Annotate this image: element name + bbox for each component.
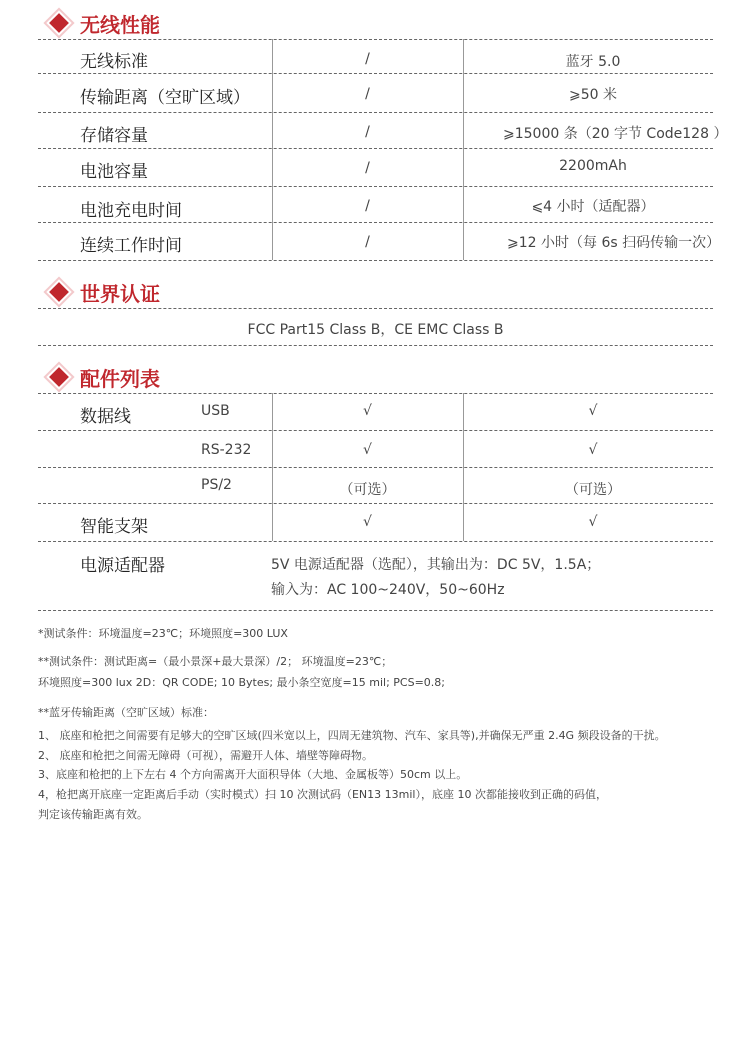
note-item: 判定该传输距离有效。 [38, 808, 148, 821]
divider [38, 222, 713, 223]
divider [38, 73, 713, 74]
divider [38, 345, 713, 346]
row-value-col3: √ [588, 514, 598, 530]
row-value-col3: ⩾15000 条（20 字节 Code128 ） [503, 126, 728, 142]
row-value-col3: ⩾50 米 [569, 87, 617, 103]
row-label: 连续工作时间 [80, 236, 182, 256]
note-test-condition-2: **测试条件：测试距离=（最小景深+最大景深）/2； 环境温度=23℃； [38, 655, 393, 668]
section-header-wireless [46, 8, 160, 38]
section-title: 配件列表 [80, 366, 160, 391]
divider [38, 503, 713, 504]
row-value-col2: / [365, 160, 370, 176]
row-value-col3: √ [588, 442, 598, 458]
row-label: 无线标准 [80, 52, 148, 72]
row-value-col3: 2200mAh [559, 158, 627, 174]
divider [38, 39, 713, 40]
row-value-col2: / [365, 124, 370, 140]
divider [38, 186, 713, 187]
row-value-col2: √ [363, 514, 372, 530]
row-value-col2: / [365, 86, 370, 102]
row-value-col3: ⩾12 小时（每 6s 扫码传输一次） [507, 235, 721, 251]
note-item: 4，枪把离开底座一定距离后手动（实时模式）扫 10 次测试码（EN13 13mil），底座 10 次都能接收到正确的码值， [38, 788, 607, 801]
row-label: 传输距离（空旷区域） [80, 88, 250, 108]
section-header-accessories [46, 362, 160, 392]
cable-type: USB [201, 403, 230, 419]
note-bluetooth-title: **蓝牙传输距离（空旷区域）标准： [38, 706, 214, 719]
cable-type: PS/2 [201, 477, 232, 493]
row-value-col2: / [365, 198, 370, 214]
note-item: 2、 底座和枪把之间需无障碍（可视），需避开人体、墙壁等障碍物。 [38, 749, 373, 762]
note-item: 3、底座和枪把的上下左右 4 个方向需离开大面积导体（大地、金属板等）50cm 以上。 [38, 768, 468, 781]
adapter-line-1: 5V 电源适配器（选配），其输出为：DC 5V，1.5A； [271, 557, 601, 573]
divider [38, 610, 713, 611]
note-test-condition: *测试条件：环境温度=23℃；环境照度=300 LUX [38, 627, 288, 640]
divider [38, 541, 713, 542]
diamond-icon [49, 282, 69, 302]
row-value-col3: 蓝牙 5.0 [565, 54, 621, 70]
row-value-col2: √ [363, 403, 372, 419]
row-value-col3: ⩽4 小时（适配器） [531, 199, 655, 215]
row-label: 电池容量 [80, 162, 148, 182]
adapter-line-2: 输入为：AC 100~240V，50~60Hz [271, 582, 505, 598]
row-value-col2: / [365, 234, 370, 250]
section-title: 世界认证 [80, 281, 160, 306]
divider [38, 393, 713, 394]
row-value-col3: √ [588, 403, 598, 419]
adapter-label: 电源适配器 [80, 556, 165, 576]
section-title: 无线性能 [80, 12, 160, 37]
row-value-col3: （可选） [565, 482, 621, 498]
cert-text: FCC Part15 Class B，CE EMC Class B [247, 322, 504, 338]
stand-label: 智能支架 [80, 517, 148, 537]
divider [38, 112, 713, 113]
divider [38, 430, 713, 431]
divider [38, 260, 713, 261]
note-item: 1、 底座和枪把之间需要有足够大的空旷区域(四米宽以上，四周无建筑物、汽车、家具等),并确保无严重 2.4G 频段设备的干扰。 [38, 729, 666, 742]
row-label: 存储容量 [80, 126, 148, 146]
cable-label: 数据线 [80, 407, 131, 427]
cable-type: RS-232 [201, 442, 252, 458]
divider [38, 148, 713, 149]
row-value-col2: / [365, 51, 370, 67]
divider [38, 467, 713, 468]
diamond-icon [49, 13, 69, 33]
row-label: 电池充电时间 [80, 201, 182, 221]
row-value-col2: （可选） [339, 482, 396, 498]
row-value-col2: √ [363, 442, 372, 458]
divider [38, 308, 713, 309]
note-test-condition-2b: 环境照度=300 lux 2D：QR CODE; 10 Bytes; 最小条空宽度=15 mil; PCS=0.8; [38, 676, 445, 689]
section-header-cert [46, 277, 160, 307]
diamond-icon [49, 367, 69, 387]
